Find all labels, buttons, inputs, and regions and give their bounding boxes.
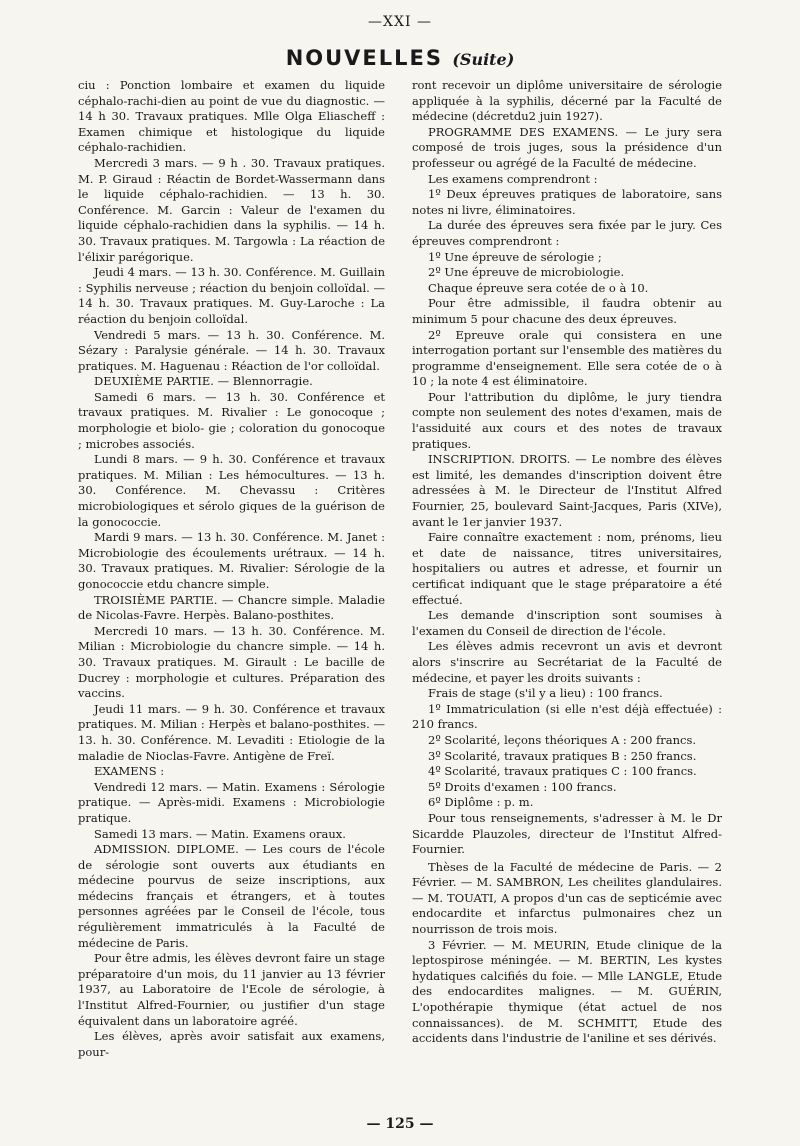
section-heading: TROISIÈME PARTIE. — Chancre simple. Maladie de Nicolas-Favre. Herpès. Balano-posthites. [78, 592, 385, 623]
paragraph: Les demande d'inscription sont soumises à l'examen du Conseil de direction de l'école. [412, 608, 722, 638]
paragraph: INSCRIPTION. DROITS. — Le nombre des élèves est limité, les demandes d'inscription doivent être adressées à M. le Directeur de l'Institut Alfred Fournier, 25, boulevard Saint-Jacques, Paris (XIVe), avant le 1er janvier 1937. [412, 452, 722, 529]
paragraph: Pour être admis, les élèves devront faire un stage préparatoire d'un mois, du 11 janvier au 13 février 1937, au Laboratoire de l'Ecole de sérologie, à l'Institut Alfred-Fournier, ou justifier d'un stage équivalent dans un laboratoire agréé. [78, 951, 385, 1028]
paragraph: Samedi 6 mars. — 13 h. 30. Conférence et travaux pratiques. M. Rivalier : Le gonocoque ; morphologie et biolo- gie ; coloration du gonocoque ; microbes associés. [78, 389, 385, 451]
fee-item: 3º Scolarité, travaux pratiques B : 250 francs. [428, 748, 697, 763]
right-column [412, 78, 722, 1068]
paragraph: ront recevoir un diplôme universitaire de sérologie appliquée à la syphilis, décerné par la Faculté de médecine (décretdu2 juin 1927). [412, 78, 722, 124]
paragraph: Les élèves admis recevront un avis et devront alors s'inscrire au Secrétariat de la Faculté de médecine, et payer les droits suivants : [412, 639, 722, 685]
page-number: — 125 — [366, 1116, 434, 1132]
folio: —XXI — [368, 14, 432, 30]
fee-item: 5º Droits d'examen : 100 francs. [428, 779, 617, 794]
list-item: 2º Une épreuve de microbiologie. [428, 265, 625, 280]
paragraph: Les élèves, après avoir satisfait aux examens, pour- [78, 1029, 385, 1059]
fee-item: 1º Immatriculation (si elle n'est déjà effectuée) : 210 francs. [412, 701, 722, 732]
fee-item: 6º Diplôme : p. m. [428, 795, 534, 810]
paragraph: Mercredi 10 mars. — 13 h. 30. Conférence. M. Milian : Microbiologie du chancre simple. — 14 h. 30. Travaux pratiques. M. Girault : Le bacille de Ducrey : morphologie et cultures. Préparation des vaccins. [78, 623, 385, 701]
paragraph: Pour tous renseignements, s'adresser à M. le Dr Sicardde Plauzoles, directeur de l'Institut Alfred-Fournier. [412, 810, 722, 857]
fee-item: 4º Scolarité, travaux pratiques C : 100 francs. [428, 764, 697, 779]
paragraph: ciu : Ponction lombaire et examen du liquide céphalo-rachi-dien au point de vue du diagnostic. — 14 h 30. Travaux pratiques. Mlle Olga Eliascheff : Examen chimique et histologique du liquide céphalo-rachidien. [78, 78, 385, 155]
paragraph: ADMISSION. DIPLOME. — Les cours de l'école de sérologie sont ouverts aux étudiants en médecine pourvus de seize inscriptions, aux médecins français et étrangers, et à toutes personnes agréées par le Conseil de l'école, tous régulièrement immatriculés à la Faculté de médecine de Paris. [78, 842, 385, 950]
paragraph: Samedi 13 mars. — Matin. Examens oraux. [94, 826, 346, 841]
paragraph: 1º Deux épreuves pratiques de laboratoire, sans notes ni livre, éliminatoires. [412, 187, 722, 217]
title-text: NOUVELLES [285, 46, 443, 70]
paragraph: Lundi 8 mars. — 9 h. 30. Conférence et travaux pratiques. M. Milian : Les hémocultures. — 13 h. 30. Conférence. M. Chevassu : Critères microbiologiques et sérolo giques de la guérison de la gonococcie. [78, 452, 385, 529]
paragraph: PROGRAMME DES EXAMENS. — Le jury sera composé de trois juges, sous la présidence d'un professeur ou agrégé de la Faculté de médecine. [412, 124, 722, 170]
paragraph: Les examens comprendront : [428, 171, 598, 186]
section-heading: DEUXIÈME PARTIE. — Blennorragie. [94, 374, 313, 389]
theses-paragraph: 3 Février. — M. MEURIN, Etude clinique de la leptospirose méningée. — M. BERTIN, Les kystes hydatiques calcifiés du foie. — Mlle LANGLE, Etude des endocardites malignes. — M. GUÉRIN, L'opothérapie thymique (état actuel de nos connaissances). de M. SCHMITT, Etude des accidents dans l'industrie de l'aniline et ses dérivés. [412, 937, 722, 1046]
theses-paragraph: Thèses de la Faculté de médecine de Paris. — 2 Février. — M. SAMBRON, Les cheilites glandulaires. — M. TOUATI, A propos d'un cas de septicémie avec endocardite et infarctus pulmonaires chez un nourrisson de trois mois. [412, 859, 722, 937]
paragraph: Mercredi 3 mars. — 9 h . 30. Travaux pratiques. M. P. Giraud : Réactin de Bordet-Wassermann dans le liquide céphalo-rachidien. — 13 h. 30. Conférence. M. Garcin : Valeur de l'examen du liquide céphalo-rachidien dans la syphilis. — 14 h. 30. Travaux pratiques. M. Targowla : La réaction de l'élixir parégorique. [78, 155, 385, 264]
fee-item: Frais de stage (s'il y a lieu) : 100 francs. [428, 686, 663, 701]
paragraph: Vendredi 12 mars. — Matin. Examens : Sérologie pratique. — Après-midi. Examens : Microbiologie pratique. [78, 779, 385, 825]
paragraph: Pour être admissible, il faudra obtenir au minimum 5 pour chacune des deux épreuves. [412, 296, 722, 326]
paragraph: 2º Epreuve orale qui consistera en une interrogation portant sur l'ensemble des matières du programme d'enseignement. Elle sera cotée de o à 10 ; la note 4 est éliminatoire. [412, 327, 722, 389]
section-heading: EXAMENS : [94, 764, 165, 779]
paragraph: Pour l'attribution du diplôme, le jury tiendra compte non seulement des notes d'examen, mais de l'assiduité aux cours et des notes de travaux pratiques. [412, 389, 722, 451]
paragraph: Mardi 9 mars. — 13 h. 30. Conférence. M. Janet : Microbiologie des écoulements urétraux. — 14 h. 30. Travaux pratiques. M. Rivalier: Sérologie de la gonococcie etdu chancre simple. [78, 530, 385, 591]
paragraph: La durée des épreuves sera fixée par le jury. Ces épreuves comprendront : [412, 218, 722, 248]
list-item: 1º Une épreuve de sérologie ; [428, 249, 602, 264]
paragraph: Jeudi 11 mars. — 9 h. 30. Conférence et travaux pratiques. M. Milian : Herpès et balano-posthites. — 13. h. 30. Conférence. M. Levaditi : Etiologie de la maladie de Nioclas-Favre. Antigène de Freï. [78, 701, 385, 763]
paragraph: Jeudi 4 mars. — 13 h. 30. Conférence. M. Guillain : Syphilis nerveuse ; réaction du benjoin colloïdal. — 14 h. 30. Travaux pratiques. M. Guy-Laroche : La réaction du benjoin colloïdal. [78, 265, 385, 326]
left-column [78, 78, 385, 1068]
fee-item: 2º Scolarité, leçons théoriques A : 200 francs. [428, 732, 697, 747]
paragraph: Vendredi 5 mars. — 13 h. 30. Conférence. M. Sézary : Paralysie générale. — 14 h. 30. Travaux pratiques. M. Haguenau : Réaction de l'or colloïdal. [78, 327, 385, 373]
page-title [0, 46, 800, 70]
paragraph: Faire connaître exactement : nom, prénoms, lieu et date de naissance, titres universitaires, hospitaliers ou autres et adresse, et fournir un certificat indiquant que le stage préparatoire a été effectué. [412, 530, 722, 607]
title-suite: (Suite) [452, 50, 515, 69]
paragraph: Chaque épreuve sera cotée de o à 10. [428, 280, 649, 295]
